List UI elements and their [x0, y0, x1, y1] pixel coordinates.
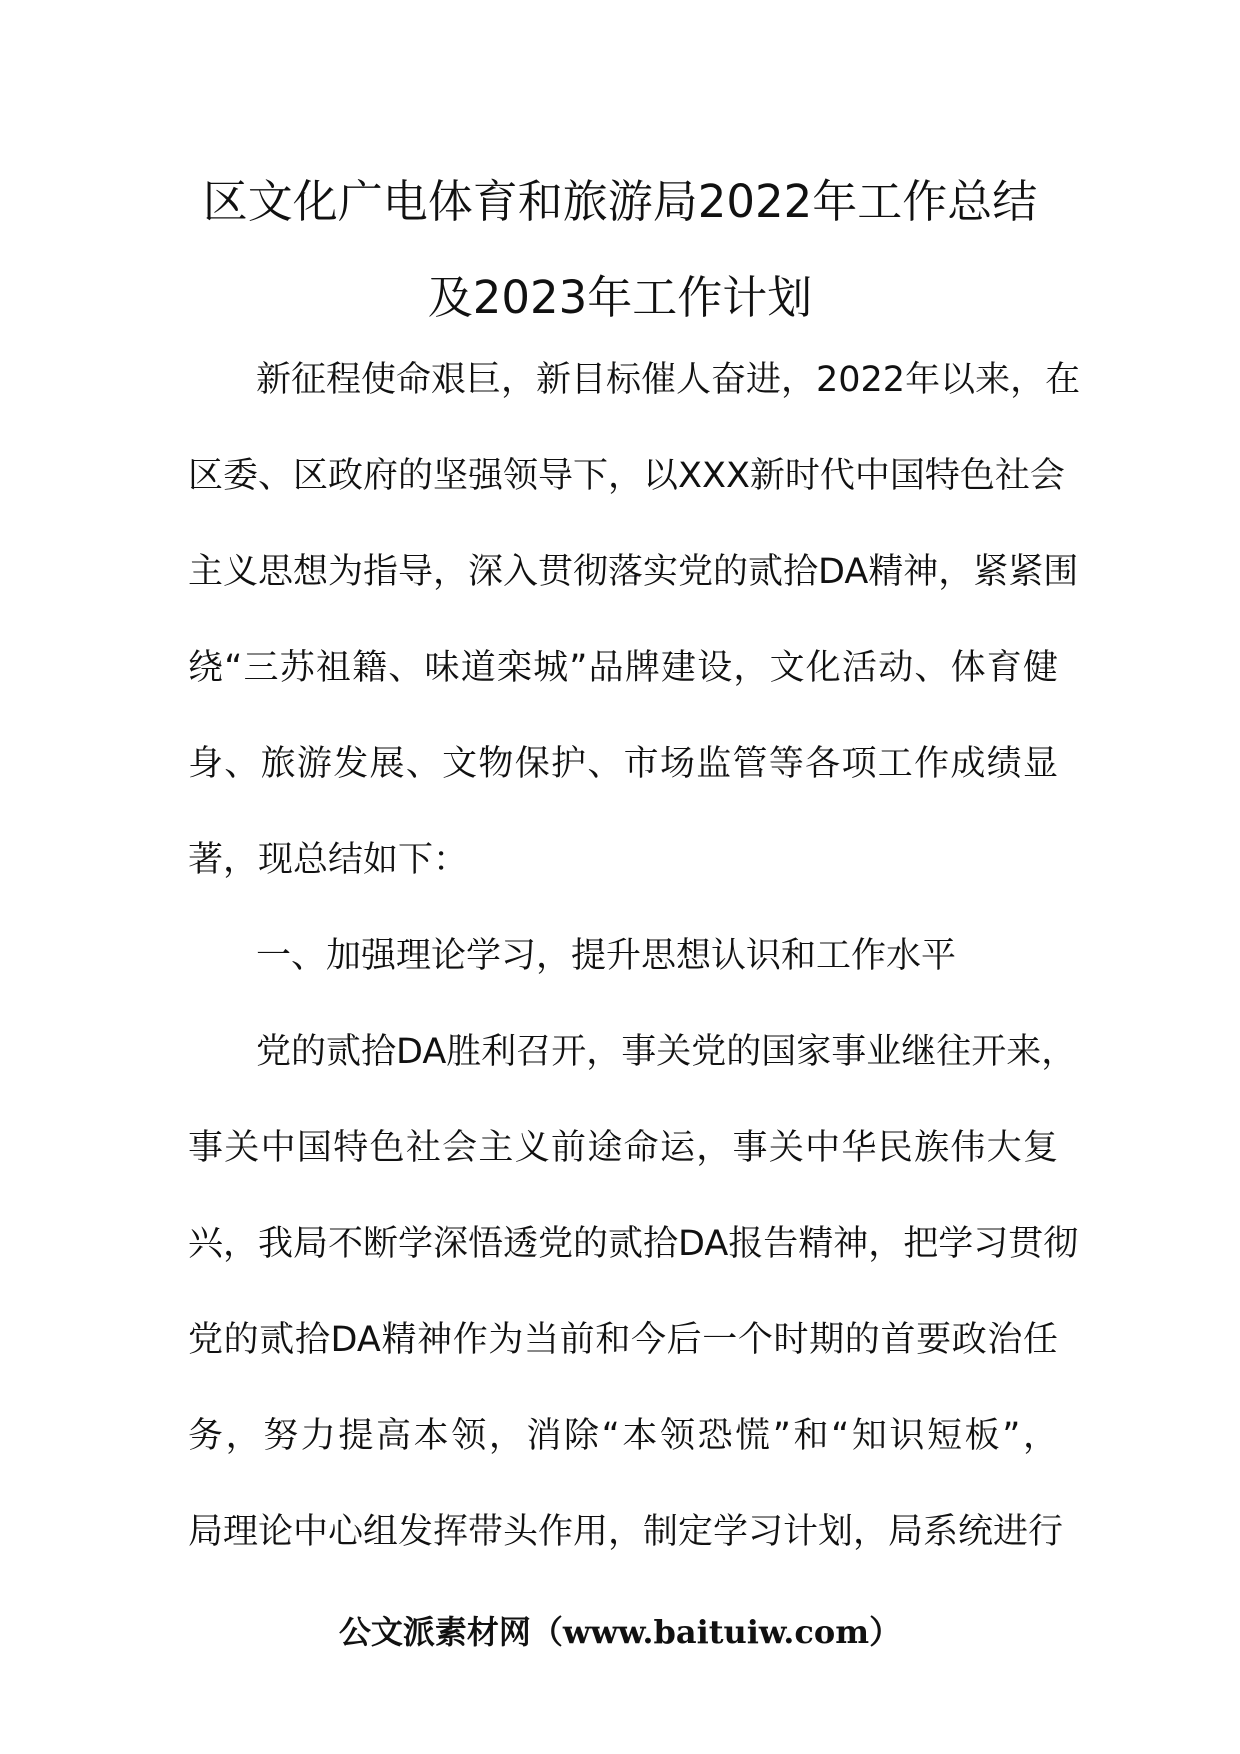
paragraph-2-line-3: 兴，我局不断学深悟透党的贰拾DA报告精神，把学习贯彻 [188, 1224, 1079, 1264]
paragraph-2-line-2: 事关中国特色社会主义前途命运，事关中华民族伟大复 [188, 1128, 1058, 1168]
paragraph-2-line-1: 党的贰拾DA胜利召开，事关党的国家事业继往开来， [256, 1032, 1077, 1072]
footer-watermark-text: 公文派素材网（www.baituiw.com） [338, 1613, 902, 1651]
paragraph-1-line-5: 身、旅游发展、文物保护、市场监管等各项工作成绩显 [188, 744, 1058, 784]
paragraph-1-line-2: 区委、区政府的坚强领导下，以XXX新时代中国特色社会 [188, 456, 1065, 496]
paragraph-1-line-3: 主义思想为指导，深入贯彻落实党的贰拾DA精神，紧紧围 [188, 552, 1079, 592]
paragraph-2-line-4: 党的贰拾DA精神作为当前和今后一个时期的首要政治任 [188, 1320, 1058, 1360]
document-title-line-2: 及2023年工作计划 [427, 271, 813, 324]
paragraph-1-line-6: 著，现总结如下： [188, 840, 469, 880]
paragraph-2-line-5: 务，努力提高本领，消除“本领恐慌”和“知识短板”， [188, 1416, 1058, 1456]
paragraph-2-line-6: 局理论中心组发挥带头作用，制定学习计划，局系统进行 [188, 1512, 1064, 1552]
section-1-heading: 一、加强理论学习，提升思想认识和工作水平 [256, 936, 957, 976]
document-title-line-1: 区文化广电体育和旅游局2022年工作总结 [202, 175, 1038, 228]
paragraph-1-line-1: 新征程使命艰巨，新目标催人奋进，2022年以来，在 [256, 360, 1081, 400]
paragraph-1-line-4: 绕“三苏祖籍、味道栾城”品牌建设，文化活动、体育健 [188, 648, 1058, 688]
